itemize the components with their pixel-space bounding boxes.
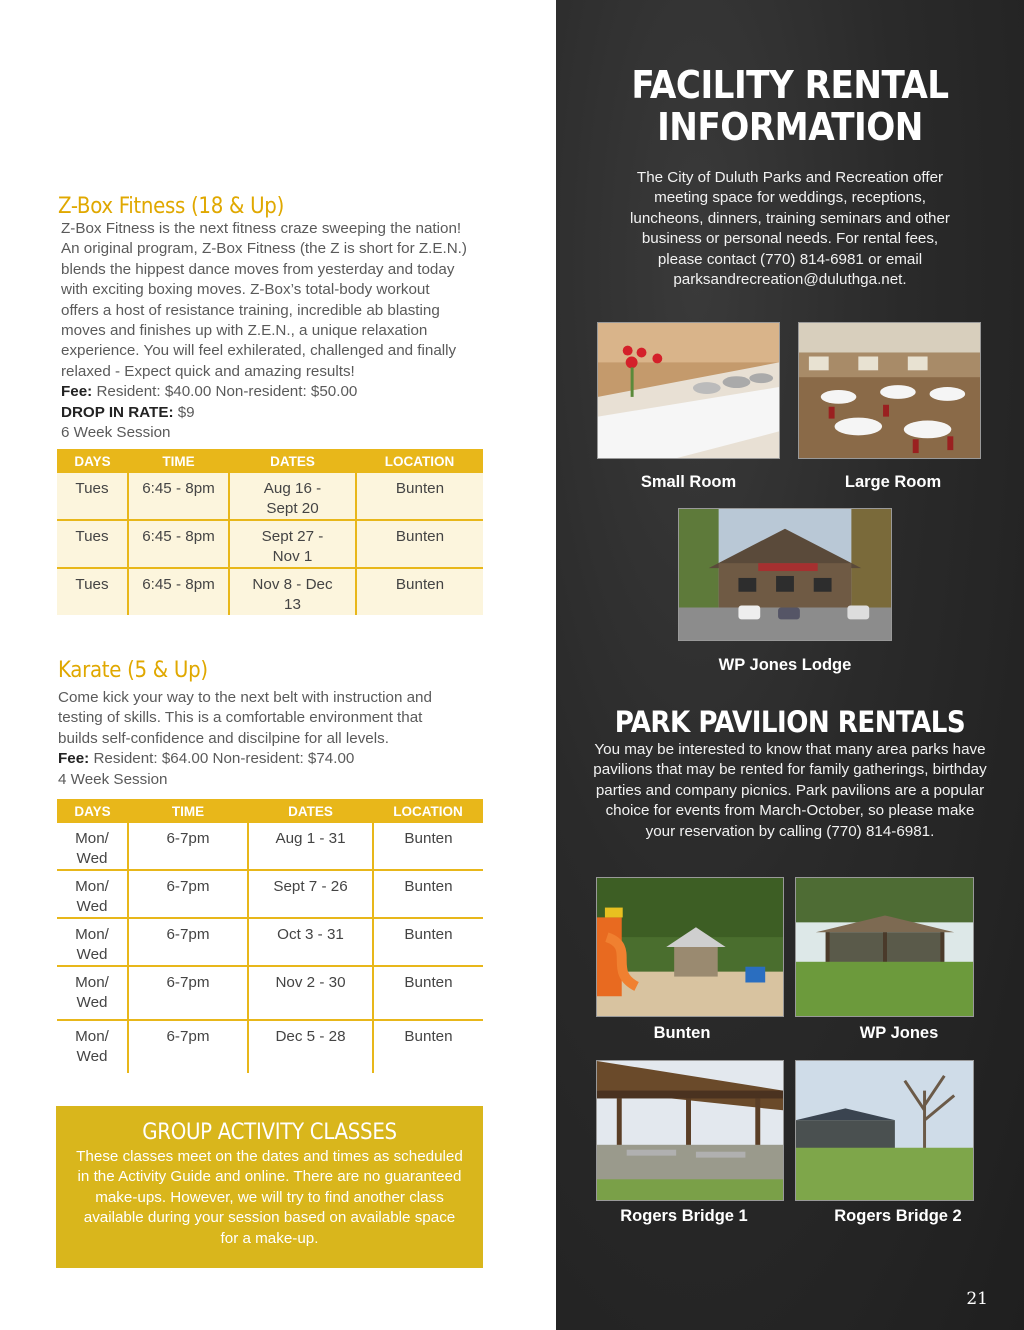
cell-days: Mon/ Wed: [57, 1020, 128, 1073]
cell-days: Tues: [57, 473, 128, 520]
facility-title: [556, 64, 1024, 148]
drop-in-label: DROP IN RATE:: [61, 403, 174, 421]
table-row: [57, 473, 483, 520]
zbox-desc-line: blends the hippest dance moves from yesterday and today: [61, 260, 455, 278]
karate-session: 4 Week Session: [58, 770, 168, 788]
cell-time: 6-7pm: [128, 870, 248, 918]
col-header-days: DAYS: [57, 449, 128, 473]
karate-desc-line: builds self-confidence and discilpine for all levels.: [58, 729, 389, 747]
col-header-dates: DATES: [248, 799, 373, 823]
cell-location: Bunten: [373, 966, 483, 1020]
cell-time: 6-7pm: [128, 1020, 248, 1073]
table-row: [57, 568, 483, 615]
cell-dates: Dec 5 - 28: [248, 1020, 373, 1073]
col-header-days: DAYS: [57, 799, 128, 823]
cell-dates: Nov 8 - Dec 13: [229, 568, 356, 615]
zbox-description: [61, 219, 481, 443]
cell-location: Bunten: [373, 870, 483, 918]
table-header-row: [57, 799, 483, 823]
wp-jones-photo: [795, 877, 974, 1017]
cell-time: 6:45 - 8pm: [128, 473, 229, 520]
cell-days: Mon/ Wed: [57, 870, 128, 918]
rogers-bridge-1-caption: Rogers Bridge 1: [620, 1207, 748, 1225]
large-room-caption: Large Room: [844, 473, 942, 491]
facility-title-line: INFORMATION: [657, 105, 923, 149]
table-row: [57, 966, 483, 1020]
zbox-title: Z-Box Fitness (18 & Up): [58, 194, 285, 219]
cell-time: 6-7pm: [128, 966, 248, 1020]
col-header-location: LOCATION: [373, 799, 483, 823]
cell-days: Mon/ Wed: [57, 823, 128, 870]
zbox-fee: [61, 382, 481, 402]
cell-location: Bunten: [373, 823, 483, 870]
karate-description: [58, 688, 478, 790]
zbox-desc-line: relaxed - Expect quick and amazing results!: [61, 362, 355, 380]
cell-time: 6-7pm: [128, 918, 248, 966]
karate-desc-line: testing of skills. This is a comfortable environment that: [58, 709, 423, 727]
bunten-caption: Bunten: [653, 1024, 711, 1042]
page-number: 21: [966, 1289, 988, 1309]
drop-in-value: $9: [173, 403, 195, 421]
zbox-desc-line: offers a host of resistance training, incredible ab blasting: [61, 301, 440, 319]
cell-dates: Aug 16 - Sept 20: [229, 473, 356, 520]
fee-label: Fee:: [61, 383, 93, 401]
col-header-location: LOCATION: [356, 449, 483, 473]
large-room-photo: [798, 322, 981, 459]
rogers-bridge-2-photo: [795, 1060, 974, 1201]
cell-time: 6:45 - 8pm: [128, 568, 229, 615]
right-column: [556, 0, 1024, 1330]
zbox-desc-line: Z-Box Fitness is the next fitness craze sweeping the nation!: [61, 220, 462, 237]
fee-label: Fee:: [58, 750, 90, 768]
zbox-desc-line: experience. You will feel exhilerated, challenged and finally: [61, 342, 457, 360]
table-row: [57, 870, 483, 918]
karate-schedule-table: [57, 799, 483, 1073]
wp-jones-lodge-caption: WP Jones Lodge: [718, 656, 852, 674]
zbox-desc-line: with exciting boxing moves. Z-Box’s total-body workout: [61, 281, 430, 299]
cell-dates: Nov 2 - 30: [248, 966, 373, 1020]
fee-value: Resident: $40.00 Non-resident: $50.00: [92, 383, 358, 401]
cell-location: Bunten: [373, 918, 483, 966]
cell-days: Mon/ Wed: [57, 918, 128, 966]
zbox-desc-line: moves and finishes up with Z.E.N., a unique relaxation: [61, 322, 428, 340]
zbox-session: 6 Week Session: [61, 424, 171, 442]
cell-time: 6:45 - 8pm: [128, 520, 229, 568]
group-activity-box: [56, 1106, 483, 1268]
karate-desc-line: Come kick your way to the next belt with instruction and: [58, 689, 432, 706]
cell-location: Bunten: [356, 520, 483, 568]
zbox-desc-line: An original program, Z-Box Fitness (the Z is short for Z.E.N.): [61, 240, 467, 258]
fee-value: Resident: $64.00 Non-resident: $74.00: [89, 750, 355, 768]
cell-location: Bunten: [356, 473, 483, 520]
bunten-photo: [596, 877, 784, 1017]
cell-location: Bunten: [373, 1020, 483, 1073]
cell-location: Bunten: [356, 568, 483, 615]
rogers-bridge-2-caption: Rogers Bridge 2: [834, 1207, 962, 1225]
table-row: [57, 520, 483, 568]
table-row: [57, 823, 483, 870]
facility-title-line: FACILITY RENTAL: [631, 63, 949, 107]
col-header-time: TIME: [128, 449, 229, 473]
cell-days: Mon/ Wed: [57, 966, 128, 1020]
cell-time: 6-7pm: [128, 823, 248, 870]
pavilion-title: PARK PAVILION RENTALS: [614, 705, 966, 739]
cell-dates: Sept 7 - 26: [248, 870, 373, 918]
wp-jones-lodge-photo: [678, 508, 892, 641]
cell-dates: Sept 27 - Nov 1: [229, 520, 356, 568]
wp-jones-caption: WP Jones: [859, 1024, 939, 1042]
karate-title: Karate (5 & Up): [58, 658, 208, 683]
zbox-schedule-table: [57, 449, 483, 615]
col-header-dates: DATES: [229, 449, 356, 473]
zbox-drop-in: [61, 403, 481, 423]
pavilion-text: You may be interested to know that many area parks have pavilions that may be rented for family gatherings, birthday parties and company picnics. Park pavilions are a popular choice for events from March-October, so please make your reservation by calling (770) 814-6981.: [593, 741, 987, 840]
group-activity-text: These classes meet on the dates and times as scheduled in the Activity Guide and online. There are no guaranteed make-ups. However, we will try to find another class available during your session based on available space for a make-up.: [76, 1148, 463, 1247]
small-room-photo: [597, 322, 780, 459]
facility-text: The City of Duluth Parks and Recreation offer meeting space for weddings, receptions, luncheons, dinners, training seminars and other business or personal needs. For rental fees, please contact (770) 814-6981 or email parksandrecreation@duluthga.net.: [630, 169, 950, 289]
table-row: [57, 918, 483, 966]
group-activity-title: GROUP ACTIVITY CLASSES: [142, 1120, 397, 1145]
table-row: [57, 1020, 483, 1073]
cell-days: Tues: [57, 520, 128, 568]
cell-dates: Oct 3 - 31: [248, 918, 373, 966]
table-header-row: [57, 449, 483, 473]
cell-days: Tues: [57, 568, 128, 615]
rogers-bridge-1-photo: [596, 1060, 784, 1201]
col-header-time: TIME: [128, 799, 248, 823]
karate-fee: [58, 749, 478, 769]
small-room-caption: Small Room: [640, 473, 737, 491]
cell-dates: Aug 1 - 31: [248, 823, 373, 870]
